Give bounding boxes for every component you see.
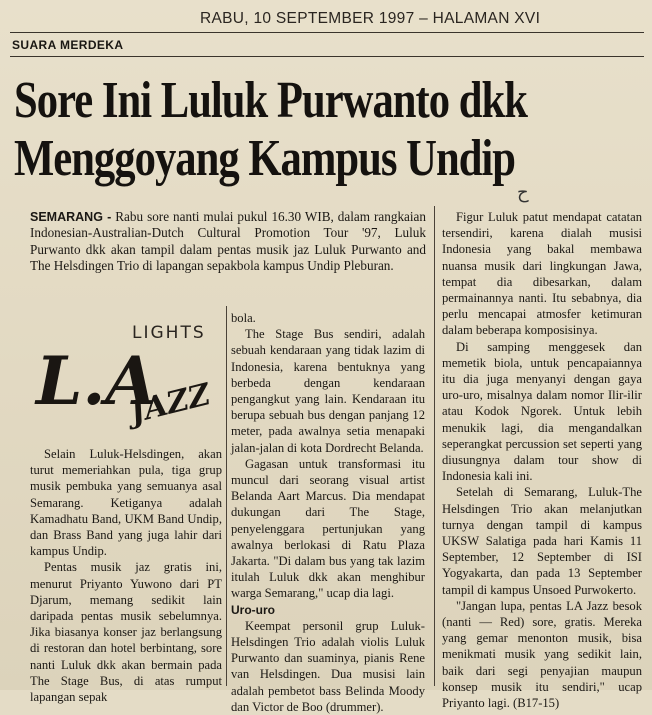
col1-paragraph-2: Pentas musik jaz gratis ini, menurut Priyanto Yuwono dari PT Djarum, memang sedikit lain daripada pentas musik sebelumnya. Jika biasanya konser jaz berlangsung di restoran dan hotel berbintang, sore nanti Luluk dkk akan bermain pada The Stage Bus, di atas rumput lapangan sepak — [30, 560, 222, 705]
lead-paragraph — [30, 209, 426, 274]
column-1 — [30, 446, 222, 705]
col2-paragraph-0: bola. — [231, 311, 256, 325]
col3-paragraph-4: "Jangan lupa, pentas LA Jazz besok (nanti — Red) sore, gratis. Mereka yang gemar menonton musik, bisa menikmati musik yang sedikit lain, baik dari segi penyajian maupun konsep musik itu sendiri," ucap Priyanto lagi. (B17-15) — [442, 598, 642, 711]
column-divider-1 — [226, 306, 227, 686]
col2-paragraph-2: Gagasan untuk transformasi itu muncul dari seorang visual artist Belanda Aart Marcus. Dia mendapat dukungan dari The Stage, penyelenggara pertunjukan yang awalnya berlokasi di Ratu Plaza Jakarta. "Di dalam bus yang tak lazim itulah Luluk dkk akan menghibur warga Semarang," ucap dia lagi. — [231, 456, 425, 601]
page-dateline: RABU, 10 SEPTEMBER 1997 – HALAMAN XVI — [200, 10, 541, 27]
logo-jazz-text: JAZZ — [126, 377, 214, 431]
column-2 — [231, 310, 425, 715]
col1-paragraph-1: Selain Luluk-Helsdingen, akan turut memeriahkan pula, tiga grup musik pembuka yang semuanya asal Semarang. Ketiganya adalah Kamadhatu Band, UKM Band Undip, dan Brass Band yang juga lahir dari kampus Undip. — [30, 447, 222, 559]
col2-paragraph-3: Keempat personil grup Luluk-Helsdingen Trio adalah violis Luluk Purwanto dan suaminya, pianis Rene van Helsdingen. Dua musisi lain adalah pembetot bass Belinda Moody dan Victor de Boo (drummer). — [231, 618, 425, 714]
col2-paragraph-1: The Stage Bus sendiri, adalah sebuah kendaraan yang tidak lazim di Indonesia, karena bentuknya yang berbeda dengan kendaraan pengangkut yang lain. Kendaraan itu berupa sebuah bus dengan panjang 12 meter, pada awalnya setia menapaki jalan-jalan di kota Dordrecht Belanda. — [231, 327, 425, 455]
la-lights-jazz-logo — [30, 312, 220, 437]
lead-text: Rabu sore nanti mulai pukul 16.30 WIB, dalam rangkaian Indonesian-Australian-Dutch Cultural Promotion Tour '97, Luluk Purwanto dkk akan tampil dalam pentas musik jaz Luluk Purwanto and The Helsdingen Trio di lapangan sepakbola kampus Undip Pleburan. — [30, 209, 426, 273]
headline — [14, 72, 531, 188]
top-rule — [10, 32, 644, 33]
logo-la-text: L.A — [36, 342, 157, 420]
headline-line-1: Sore Ini Luluk Purwanto dkk — [14, 72, 527, 129]
source-rule — [10, 56, 644, 57]
col3-paragraph-2: Di samping menggesek dan memetik biola, untuk pencapaiannya itu dia juga menyanyi dengan gaya uro-uro, misalnya dalam nomor Ilir-ilir atau Kodok Ngorek. Untuk lebih menukik lagi, dia mengandalkan seperangkat percussion set seperti yang diusungnya dalam tour show di Indonesia kali ini. — [442, 339, 642, 484]
newspaper-name: SUARA MERDEKA — [12, 38, 124, 52]
logo-lights-text: LIGHTS — [132, 323, 206, 343]
col3-paragraph-1: Figur Luluk patut mendapat catatan tersendiri, karena dialah musisi Indonesia yang bakal membawa nuansa musik dari lingkungan Jawa, tempat dia dibesarkan, dalam permainannya nanti. Itu sebabnya, dia perlu mencapai atmosfer ketimuran dalam beberapa komposisinya. — [442, 210, 642, 338]
col2-subheading: Uro-uro — [231, 602, 275, 617]
headline-line-2: Menggoyang Kampus Undip — [14, 130, 516, 187]
lead-dateline: SEMARANG - — [30, 210, 112, 224]
handwritten-margin-mark: ح — [517, 182, 529, 202]
column-3 — [442, 209, 642, 711]
column-divider-2 — [434, 206, 435, 686]
col3-paragraph-3: Setelah di Semarang, Luluk-The Helsdingen Trio akan melanjutkan turnya dengan tampil di kampus UKSW Salatiga pada hari Kamis 11 September, 12 September di ISI Yogyakarta, dan pada 13 September tampil di kampus Unsoed Purwokerto. — [442, 485, 642, 597]
